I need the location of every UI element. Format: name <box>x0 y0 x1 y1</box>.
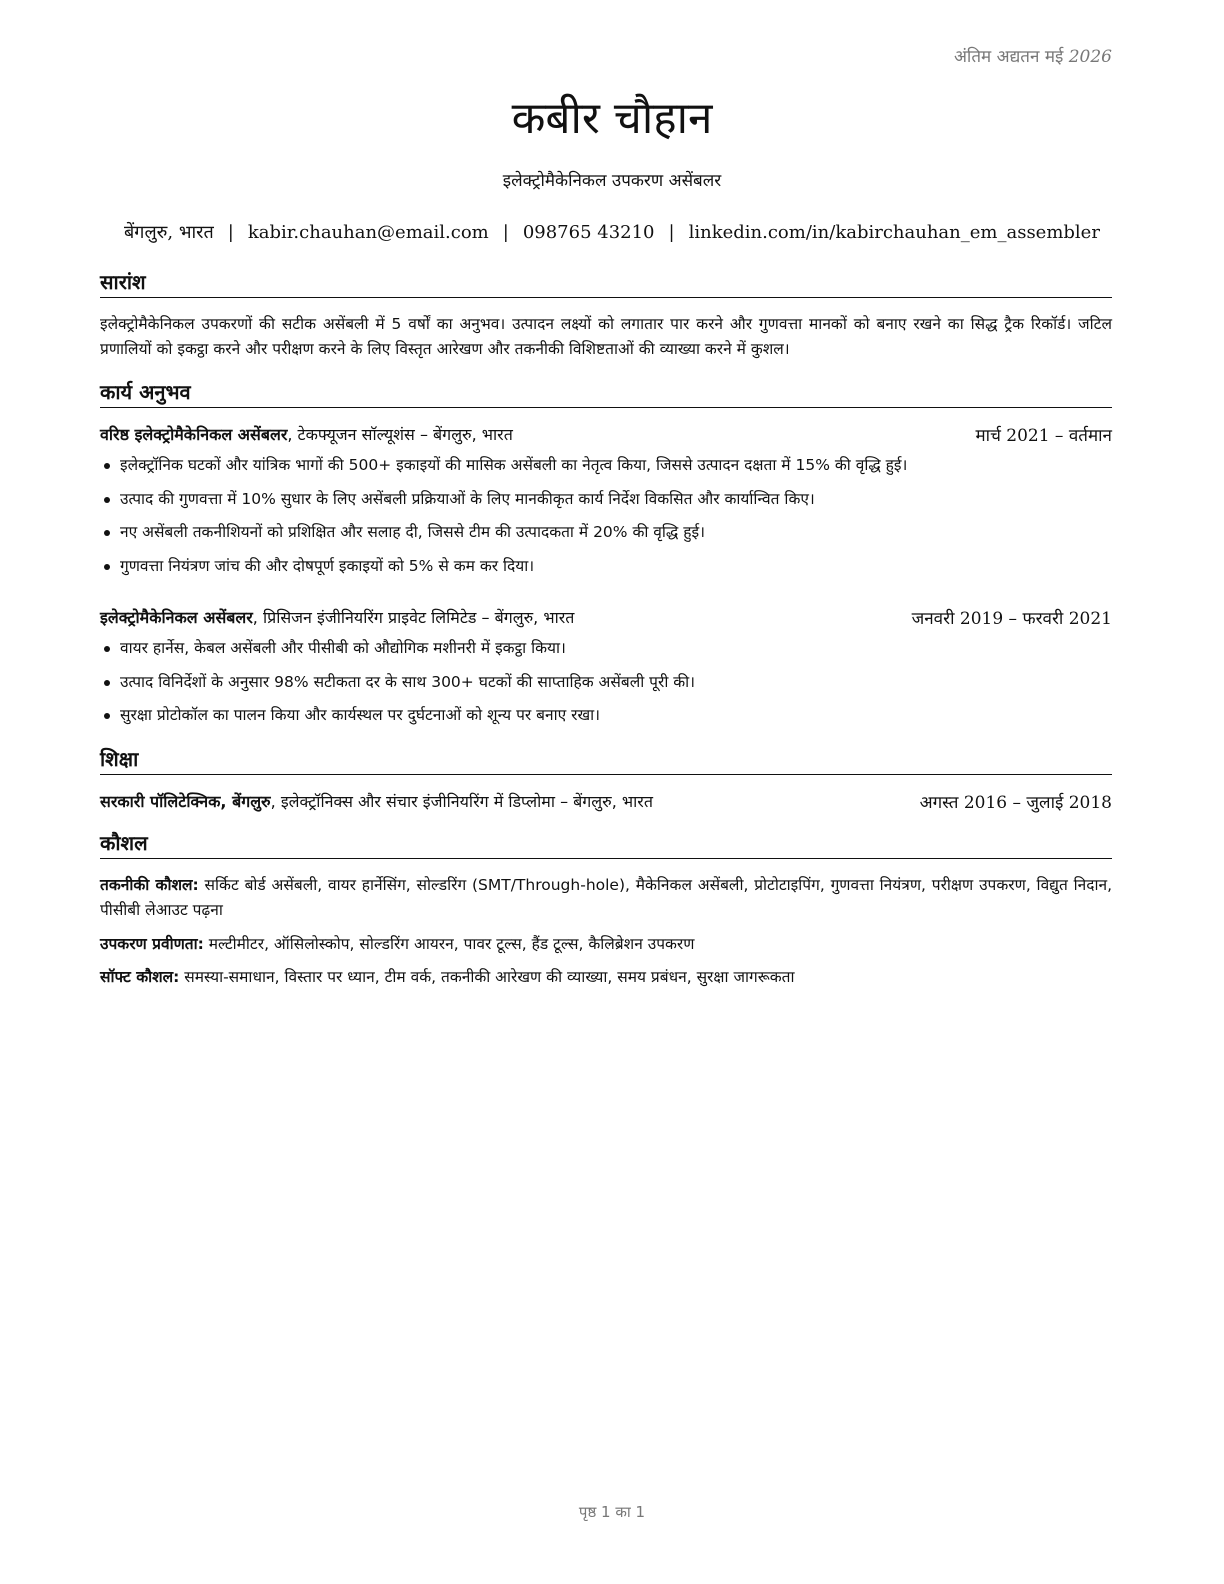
candidate-name: कबीर चौहान <box>511 93 713 144</box>
education-school: सरकारी पॉलिटेक्निक, बेंगलुरु <box>100 792 271 811</box>
skill-label: तकनीकी कौशल: <box>100 876 199 894</box>
job-org: , टेकफ्यूजन सॉल्यूशंस – बेंगलुरु, भारत <box>287 425 513 444</box>
page-number: पृष्ठ 1 का 1 <box>578 1503 646 1521</box>
skills-heading: कौशल <box>100 829 1112 859</box>
contact-separator: | <box>668 222 675 243</box>
skill-values: मल्टीमीटर, ऑसिलोस्कोप, सोल्डरिंग आयरन, पावर टूल्स, हैंड टूल्स, कैलिब्रेशन उपकरण <box>203 935 695 953</box>
summary-text: इलेक्ट्रोमैकेनिकल उपकरणों की सटीक असेंबली में 5 वर्षों का अनुभव। उत्पादन लक्ष्यों को लगातार पार करने और गुणवत्ता मानकों को बनाए रखने का सिद्ध ट्रैक रिकॉर्ड। जटिल प्रणालियों को इकट्ठा करने और परीक्षण करने के लिए विस्तृत आरेखण और तकनीकी विशिष्टताओं की व्याख्या करने में कुशल। <box>100 315 1112 358</box>
summary-heading: सारांश <box>100 268 1112 298</box>
contact-linkedin[interactable]: linkedin.com/in/kabirchauhan_em_assembler <box>688 222 1100 243</box>
list-item: इलेक्ट्रॉनिक घटकों और यांत्रिक भागों की 500+ इकाइयों की मासिक असेंबली का नेतृत्व किया, जिससे उत्पादन दक्षता में 15% की वृद्धि हुई। <box>100 453 1112 487</box>
skill-values: सर्किट बोर्ड असेंबली, वायर हार्नेसिंग, सोल्डरिंग (SMT/Through-hole), मैकेनिकल असेंबली, प्रोटोटाइपिंग, गुणवत्ता नियंत्रण, परीक्षण उपकरण, विद्युत निदान, पीसीबी लेआउट पढ़ना <box>100 876 1112 919</box>
list-item: उत्पाद विनिर्देशों के अनुसार 98% सटीकता दर के साथ 300+ घटकों की साप्ताहिक असेंबली पूरी की। <box>100 670 1112 704</box>
job-header <box>100 606 1112 629</box>
education-dates: अगस्त 2016 – जुलाई 2018 <box>919 793 1112 813</box>
last-updated-label: अंतिम अद्यतन मई <box>953 47 1064 67</box>
education-school-detail <box>100 790 653 813</box>
candidate-headline: इलेक्ट्रोमैकेनिकल उपकरण असेंबलर <box>502 171 722 191</box>
job-header <box>100 423 1112 446</box>
job-role: इलेक्ट्रोमैकेनिकल असेंबलर <box>100 608 253 627</box>
list-item: नए असेंबली तकनीशियनों को प्रशिक्षित और सलाह दी, जिससे टीम की उत्पादकता में 20% की वृद्धि हुई। <box>100 520 1112 554</box>
skill-technical <box>100 873 1112 923</box>
skill-values: समस्या-समाधान, विस्तार पर ध्यान, टीम वर्क, तकनीकी आरेखण की व्याख्या, समय प्रबंधन, सुरक्षा जागरूकता <box>179 968 795 986</box>
job-title-org <box>100 606 574 629</box>
list-item: उत्पाद की गुणवत्ता में 10% सुधार के लिए असेंबली प्रक्रियाओं के लिए मानकीकृत कार्य निर्देश विकसित और कार्यान्वित किए। <box>100 487 1112 521</box>
last-updated-year: 2026 <box>1068 47 1112 67</box>
skill-label: उपकरण प्रवीणता: <box>100 935 204 953</box>
contact-location: बेंगलुरु, भारत <box>124 222 214 243</box>
skill-tools <box>100 932 1112 957</box>
experience-heading: कार्य अनुभव <box>100 378 1112 408</box>
job-role: वरिष्ठ इलेक्ट्रोमैकेनिकल असेंबलर <box>100 425 288 444</box>
skill-label: सॉफ्ट कौशल: <box>100 968 180 986</box>
list-item: गुणवत्ता नियंत्रण जांच की और दोषपूर्ण इकाइयों को 5% से कम कर दिया। <box>100 554 1112 588</box>
job-dates: मार्च 2021 – वर्तमान <box>975 426 1112 446</box>
education-heading: शिक्षा <box>100 745 1112 775</box>
job-dates: जनवरी 2019 – फरवरी 2021 <box>911 609 1112 629</box>
contact-separator: | <box>502 222 509 243</box>
education-detail: , इलेक्ट्रॉनिक्स और संचार इंजीनियरिंग में डिप्लोमा – बेंगलुरु, भारत <box>270 792 653 811</box>
education-entry <box>100 790 1112 813</box>
list-item: सुरक्षा प्रोटोकॉल का पालन किया और कार्यस्थल पर दुर्घटनाओं को शून्य पर बनाए रखा। <box>100 703 1112 737</box>
job-title-org <box>100 423 513 446</box>
skill-soft <box>100 965 1112 990</box>
list-item: वायर हार्नेस, केबल असेंबली और पीसीबी को औद्योगिक मशीनरी में इकट्ठा किया। <box>100 636 1112 670</box>
job-bullets <box>100 636 1112 737</box>
job-bullets <box>100 453 1112 587</box>
contact-separator: | <box>227 222 234 243</box>
contact-phone: 098765 43210 <box>522 222 655 243</box>
job-org: , प्रिसिजन इंजीनियरिंग प्राइवेट लिमिटेड – बेंगलुरु, भारत <box>252 608 575 627</box>
contact-email[interactable]: kabir.chauhan@email.com <box>247 222 489 243</box>
last-updated <box>954 44 1112 67</box>
contact-line <box>0 220 1224 244</box>
